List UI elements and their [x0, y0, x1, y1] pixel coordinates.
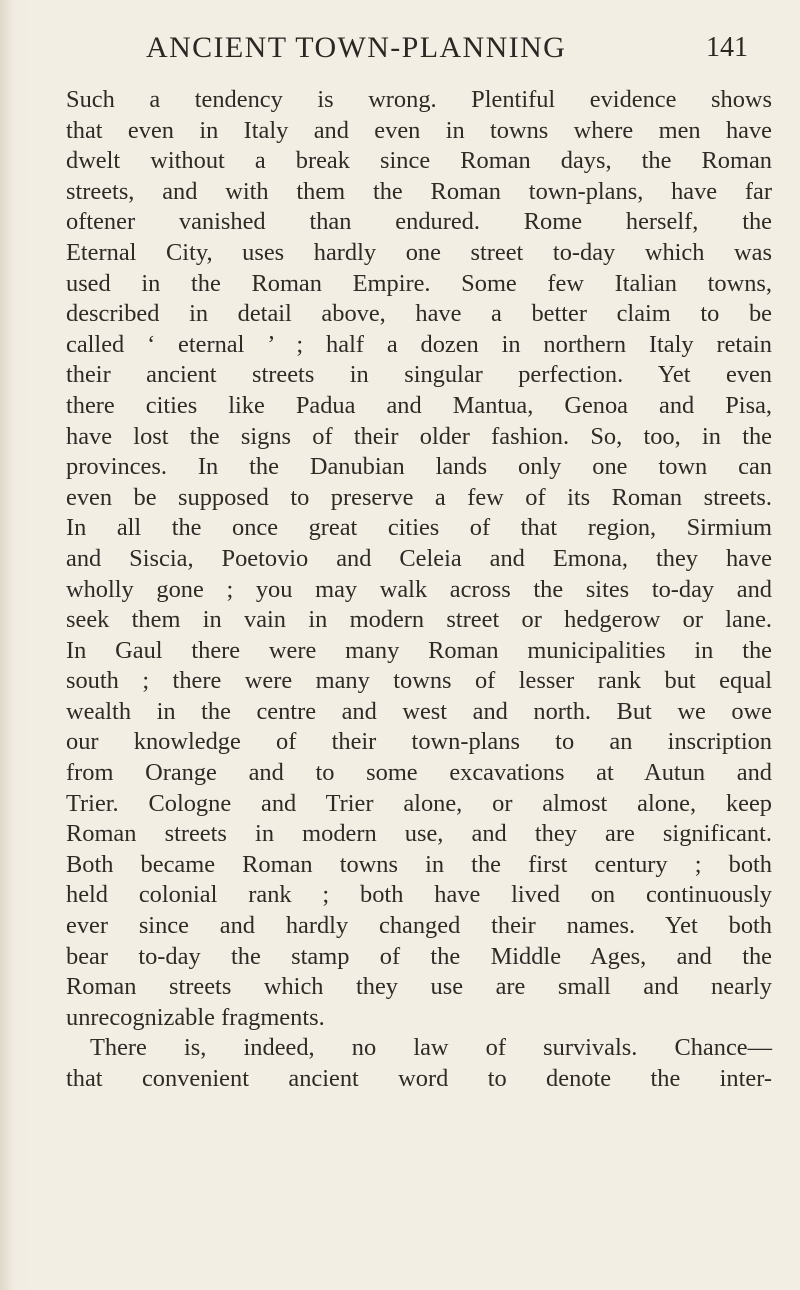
text-line: seek them in vain in modern street or hedgerow or lane. [66, 606, 772, 634]
text-line: Roman streets which they use are small and nearly [66, 973, 772, 1001]
text-line: In all the once great cities of that region, Sirmium [66, 514, 772, 542]
text-line: even be supposed to preserve a few of its Roman streets. [66, 483, 772, 511]
text-line: used in the Roman Empire. Some few Italian towns, [66, 269, 772, 297]
text-line: oftener vanished than endured. Rome herself, the [66, 208, 772, 236]
page-number: 141 [706, 32, 748, 63]
text-line: Eternal City, uses hardly one street to-day which was [66, 238, 772, 266]
text-line: bear to-day the stamp of the Middle Ages, and the [66, 942, 772, 970]
text-line: described in detail above, have a better claim to be [66, 300, 772, 328]
text-line: called ‘ eternal ’ ; half a dozen in northern Italy retain [66, 330, 772, 358]
text-line: that even in Italy and even in towns where men have [66, 116, 772, 144]
text-line: south ; there were many towns of lesser rank but equal [66, 667, 772, 695]
text-line: ever since and hardly changed their names. Yet both [66, 912, 772, 940]
text-line-paragraph-start: There is, indeed, no law of survivals. Chance— [90, 1034, 772, 1062]
text-line: have lost the signs of their older fashion. So, too, in the [66, 422, 772, 450]
text-line: and Siscia, Poetovio and Celeia and Emona, they have [66, 544, 772, 572]
text-line: Such a tendency is wrong. Plentiful evidence shows [66, 86, 772, 113]
body-text [66, 85, 772, 1095]
running-head-title: ANCIENT TOWN-PLANNING [146, 31, 567, 64]
running-head [0, 26, 800, 70]
text-line: held colonial rank ; both have lived on continuously [66, 881, 772, 909]
text-line: wholly gone ; you may walk across the sites to-day and [66, 575, 772, 603]
text-line: wealth in the centre and west and north. But we owe [66, 697, 772, 725]
text-line: Trier. Cologne and Trier alone, or almost alone, keep [66, 789, 772, 817]
text-line: In Gaul there were many Roman municipalities in the [66, 636, 772, 664]
text-line: our knowledge of their town-plans to an inscription [66, 728, 772, 756]
text-line: provinces. In the Danubian lands only one town can [66, 453, 772, 481]
text-line: streets, and with them the Roman town-plans, have far [66, 177, 772, 205]
text-line-paragraph-end: unrecognizable fragments. [66, 1003, 325, 1031]
text-line: Both became Roman towns in the first century ; both [66, 850, 772, 878]
text-line: their ancient streets in singular perfection. Yet even [66, 361, 772, 389]
text-line: that convenient ancient word to denote the inter- [66, 1065, 772, 1092]
text-line: Roman streets in modern use, and they are significant. [66, 820, 772, 848]
text-line: from Orange and to some excavations at Autun and [66, 759, 772, 787]
text-line: dwelt without a break since Roman days, the Roman [66, 147, 772, 175]
text-line: there cities like Padua and Mantua, Genoa and Pisa, [66, 391, 772, 419]
